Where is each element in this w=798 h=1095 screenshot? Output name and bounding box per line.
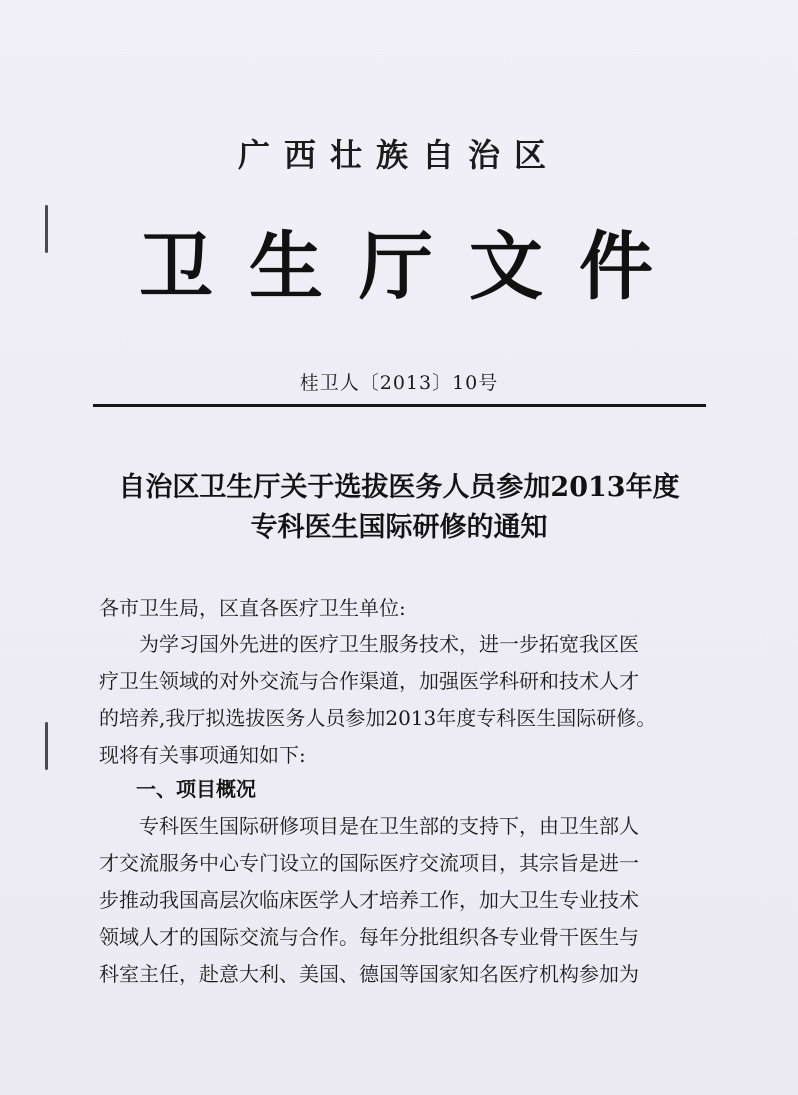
paragraph-overview xyxy=(99,808,701,993)
document-type-title: 卫生厅文件 xyxy=(139,224,689,310)
issuing-organization: 广西壮族自治区 xyxy=(237,136,560,174)
document-number: 桂卫人〔2013〕10号 xyxy=(299,372,499,394)
paragraph-line: 疗卫生领域的对外交流与合作渠道，加强医学科研和技术人才 xyxy=(99,669,639,693)
paragraph-line: 现将有关事项通知如下: xyxy=(99,743,306,767)
salutation: 各市卫生局，区直各医疗卫生单位: xyxy=(99,596,406,620)
paragraph-line: 步推动我国高层次临床医学人才培养工作，加大卫生专业技术 xyxy=(99,888,639,912)
paragraph-line: 为学习国外先进的医疗卫生服务技术，进一步拓宽我区医 xyxy=(139,632,639,656)
notice-title-line2: 专科医生国际研修的通知 xyxy=(250,512,548,543)
paragraph-line: 专科医生国际研修项目是在卫生部的支持下，由卫生部人 xyxy=(139,814,639,838)
paragraph-line: 科室主任，赴意大利、美国、德国等国家知名医疗机构参加为 xyxy=(99,962,639,986)
paragraph-intro xyxy=(99,626,701,774)
staple-mark-bottom xyxy=(45,722,48,770)
section-heading-overview: 一、项目概况 xyxy=(136,777,256,801)
paragraph-line: 领域人才的国际交流与合作。每年分批组织各专业骨干医生与 xyxy=(99,925,639,949)
paragraph-line: 才交流服务中心专门设立的国际医疗交流项目，其宗旨是进一 xyxy=(99,851,639,875)
notice-title xyxy=(0,468,798,548)
paragraph-line: 的培养,我厅拟选拔医务人员参加2013年度专科医生国际研修。 xyxy=(99,706,657,730)
notice-title-line1: 自治区卫生厅关于选拔医务人员参加2013年度 xyxy=(118,472,680,503)
header-divider xyxy=(93,404,706,407)
